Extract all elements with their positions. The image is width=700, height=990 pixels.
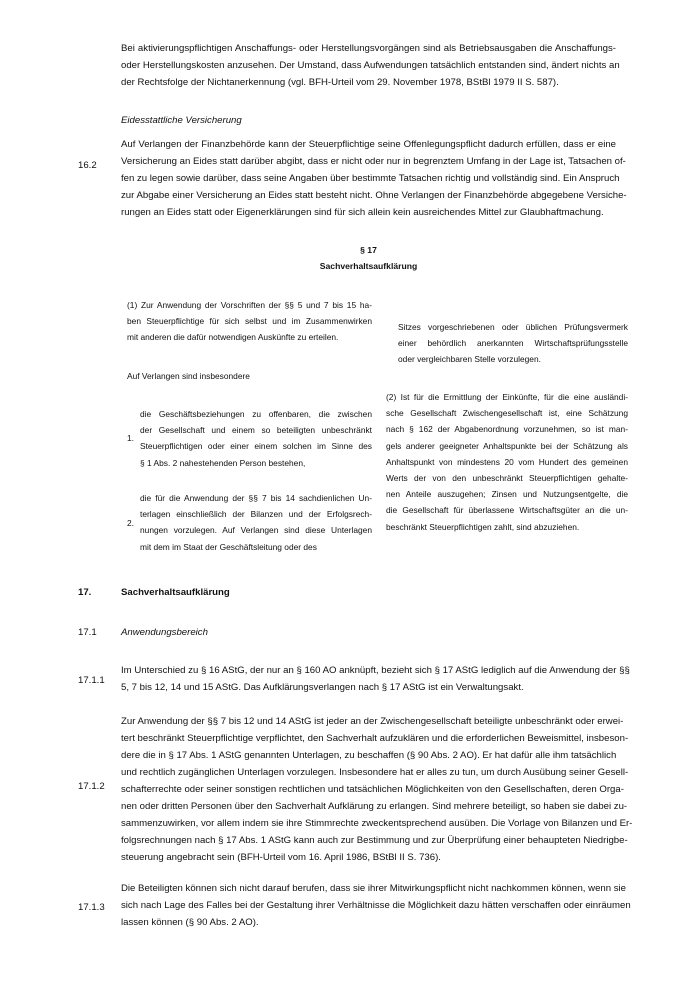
text-line: Werts der von den unbeschränkt Steuerpflichtigen gehalte- [386, 473, 628, 484]
law-item-1 [140, 406, 372, 471]
text-line: beschränkt Steuerpflichtigen zahlt, sind abzuziehen. [386, 521, 580, 532]
text-line: terlagen einschließlich der Bilanzen und der Erfolgsrech- [140, 509, 372, 520]
text-line: lassen können (§ 90 Abs. 2 AO). [121, 917, 259, 928]
text-line: nen oder dritten Personen über den Sachverhalt Aufklärung zu erlangen. Sind mehrere beteiligt, so haben sie dabei zu- [121, 801, 628, 812]
text-line: oder Herstellungskosten anzusehen. Der Umstand, dass Aufwendungen tatsächlich entstanden sind, ändert nichts an [121, 60, 620, 71]
text-line: einer behördlich anerkannten Wirtschaftsprüfungsstelle [398, 338, 628, 349]
text-line: Bei aktivierungspflichtigen Anschaffungs- oder Herstellungsvorgängen sind als Betriebsausgaben die Anschaffungs- [121, 43, 616, 54]
text-line: fen zu legen sowie darüber, dass seine Angaben über bestimmte Tatsachen richtig und vollständig sind. Ein Anspruch [121, 173, 620, 184]
law-item-1-number: 1. [127, 433, 134, 443]
text-line: zur Abgabe einer Versicherung an Eides statt besteht nicht. Ohne Verlangen der Finanzbehörde abgegebene Versiche- [121, 190, 627, 201]
text-line: 5, 7 bis 12, 14 und 15 AStG. Das Aufklärungsverlangen nach § 17 AStG ist ein Verwaltungsakt. [121, 682, 524, 693]
law-item-2-number: 2. [127, 518, 134, 528]
section-number-17-1-1: 17.1.1 [78, 675, 105, 686]
text-line: und rechtlich zugänglichen Unterlagen vorzulegen. Insbesondere hat er alles zu tun, um durch Ausübung seiner Gesell- [121, 767, 629, 778]
text-line: mit dem im Staat der Geschäftsleitung oder des [140, 541, 317, 552]
text-line: Anhaltspunkt von mindestens 20 vom Hundert des gemeinen [386, 456, 628, 467]
text-line: Sitzes vorgeschriebenen oder üblichen Prüfungsvermerk [398, 322, 628, 332]
section-number-17: 17. [78, 587, 92, 598]
text-line: gels anderer geeigneter Anhaltspunkte bei der Schätzung als [386, 440, 628, 451]
law-abs1 [127, 297, 372, 346]
text-line: folgsrechnungen nach § 17 Abs. 1 AStG kann auch zur Bestimmung und zur Überprüfung einer behaupteten Niedrigbe- [121, 835, 628, 846]
text-line: Die Beteiligten können sich nicht darauf berufen, dass sie ihrer Mitwirkungspflicht nicht nachkommen können, wenn sie [121, 883, 627, 894]
text-line: ben Steuerpflichtige für sich selbst und im Zusammenwirken [127, 316, 372, 327]
section-16-2-paragraph [121, 136, 627, 221]
text-line: Steuerpflichtigen oder einer einem solchen im Sinne des [140, 441, 372, 452]
text-line: § 1 Abs. 2 nahestehenden Person bestehen, [140, 457, 306, 468]
text-line: die Gesellschaft für überlassene Wirtschaftsgüter an die un- [386, 505, 628, 516]
text-line: mit anderen die dafür notwendigen Auskünfte zu erteilen. [127, 332, 339, 343]
section-heading-eidesstattliche: Eidesstattliche Versicherung [121, 115, 242, 126]
law-abs1-intro: Auf Verlangen sind insbesondere [127, 371, 250, 381]
section-17-1-2-paragraph [121, 713, 633, 866]
text-line: nen Anteile auszugehen; Zinsen und Nutzungsentgelte, die [386, 489, 628, 500]
text-line: (1) Zur Anwendung der Vorschriften der §§ 5 und 7 bis 15 ha- [127, 300, 372, 310]
text-line: Auf Verlangen der Finanzbehörde kann der Steuerpflichtige seine Offenlegungspflicht dadurch erfüllen, dass er eine [121, 139, 616, 150]
intro-paragraph [121, 40, 620, 91]
text-line: die für die Anwendung der §§ 7 bis 14 sachdienlichen Un- [140, 493, 372, 503]
text-line: sche Gesellschaft Zwischengesellschaft ist, eine Schätzung [386, 408, 628, 419]
law-paragraph-number: § 17 [360, 245, 377, 255]
text-line: tert beschränkt Steuerpflichtige verpflichtet, den Sachverhalt aufzuklären und die erforderlichen Beweismittel, insbeson- [121, 733, 629, 744]
section-number-17-1-3: 17.1.3 [78, 902, 105, 913]
section-title-17: Sachverhaltsaufklärung [121, 587, 230, 598]
text-line: die Geschäftsbeziehungen zu offenbaren, die zwischen [140, 409, 372, 419]
text-line: (2) Ist für die Ermittlung der Einkünfte, für die eine ausländi- [386, 392, 628, 402]
text-line: rungen an Eides statt oder Eigenerklärungen sind für sich allein kein ausreichendes Mittel zur Glaubhaftmachung. [121, 207, 604, 218]
text-line: dere die in § 17 Abs. 1 AStG genannten Unterlagen, zu beschaffen (§ 90 Abs. 2 AO). Er hat dafür alle ihm tatsächlich [121, 750, 617, 761]
section-17-1-1-paragraph [121, 662, 630, 696]
text-line: Im Unterschied zu § 16 AStG, der nur an § 160 AO anknüpft, bezieht sich § 17 AStG lediglich auf die Anwendung der §§ [121, 665, 630, 676]
law-item-2 [140, 490, 372, 555]
law-right-continuation [398, 319, 628, 368]
text-line: sich nach Lage des Falles bei der Gestaltung ihrer Verhältnisse die Möglichkeit dazu hätten verschaffen oder einräumen [121, 900, 631, 911]
text-line: der Gesellschaft und einem so beteiligten unbeschränkt [140, 425, 372, 436]
text-line: oder vergleichbaren Stelle vorzulegen. [398, 354, 541, 365]
law-paragraph-title: Sachverhaltsaufklärung [319, 261, 418, 271]
text-line: steuerung angebracht sein (BFH-Urteil vom 16. April 1986, BStBl II S. 736). [121, 852, 441, 863]
text-line: Zur Anwendung der §§ 7 bis 12 und 14 AStG ist jeder an der Zwischengesellschaft beteiligte unbeschränkt oder erwei- [121, 716, 624, 727]
text-line: Versicherung an Eides statt darüber abgibt, dass er nicht oder nur in begrenztem Umfang in der Lage ist, Tatsachen of- [121, 156, 626, 167]
text-line: sammenzuwirken, vor allem indem sie ihre Stimmrechte zweckentsprechend ausüben. Die Vorlage von Bilanzen und Er- [121, 818, 633, 829]
text-line: der Rechtsfolge der Nichtanerkennung (vgl. BFH-Urteil vom 29. November 1978, BStBl 1979 II S. 587). [121, 77, 559, 88]
text-line: schafterrechte oder seiner sonstigen rechtlichen und tatsächlichen Möglichkeiten von den Gesellschaften, deren Orga- [121, 784, 624, 795]
section-title-17-1: Anwendungsbereich [121, 627, 208, 638]
section-17-1-3-paragraph [121, 880, 631, 931]
section-number-17-1-2: 17.1.2 [78, 781, 105, 792]
section-number-16-2: 16.2 [78, 160, 97, 171]
section-number-17-1: 17.1 [78, 627, 97, 638]
text-line: nungen vorzulegen. Auf Verlangen sind diese Unterlagen [140, 525, 372, 536]
text-line: nach § 162 der Abgabenordnung vorzunehmen, so ist man- [386, 424, 628, 435]
law-abs2 [386, 389, 628, 535]
